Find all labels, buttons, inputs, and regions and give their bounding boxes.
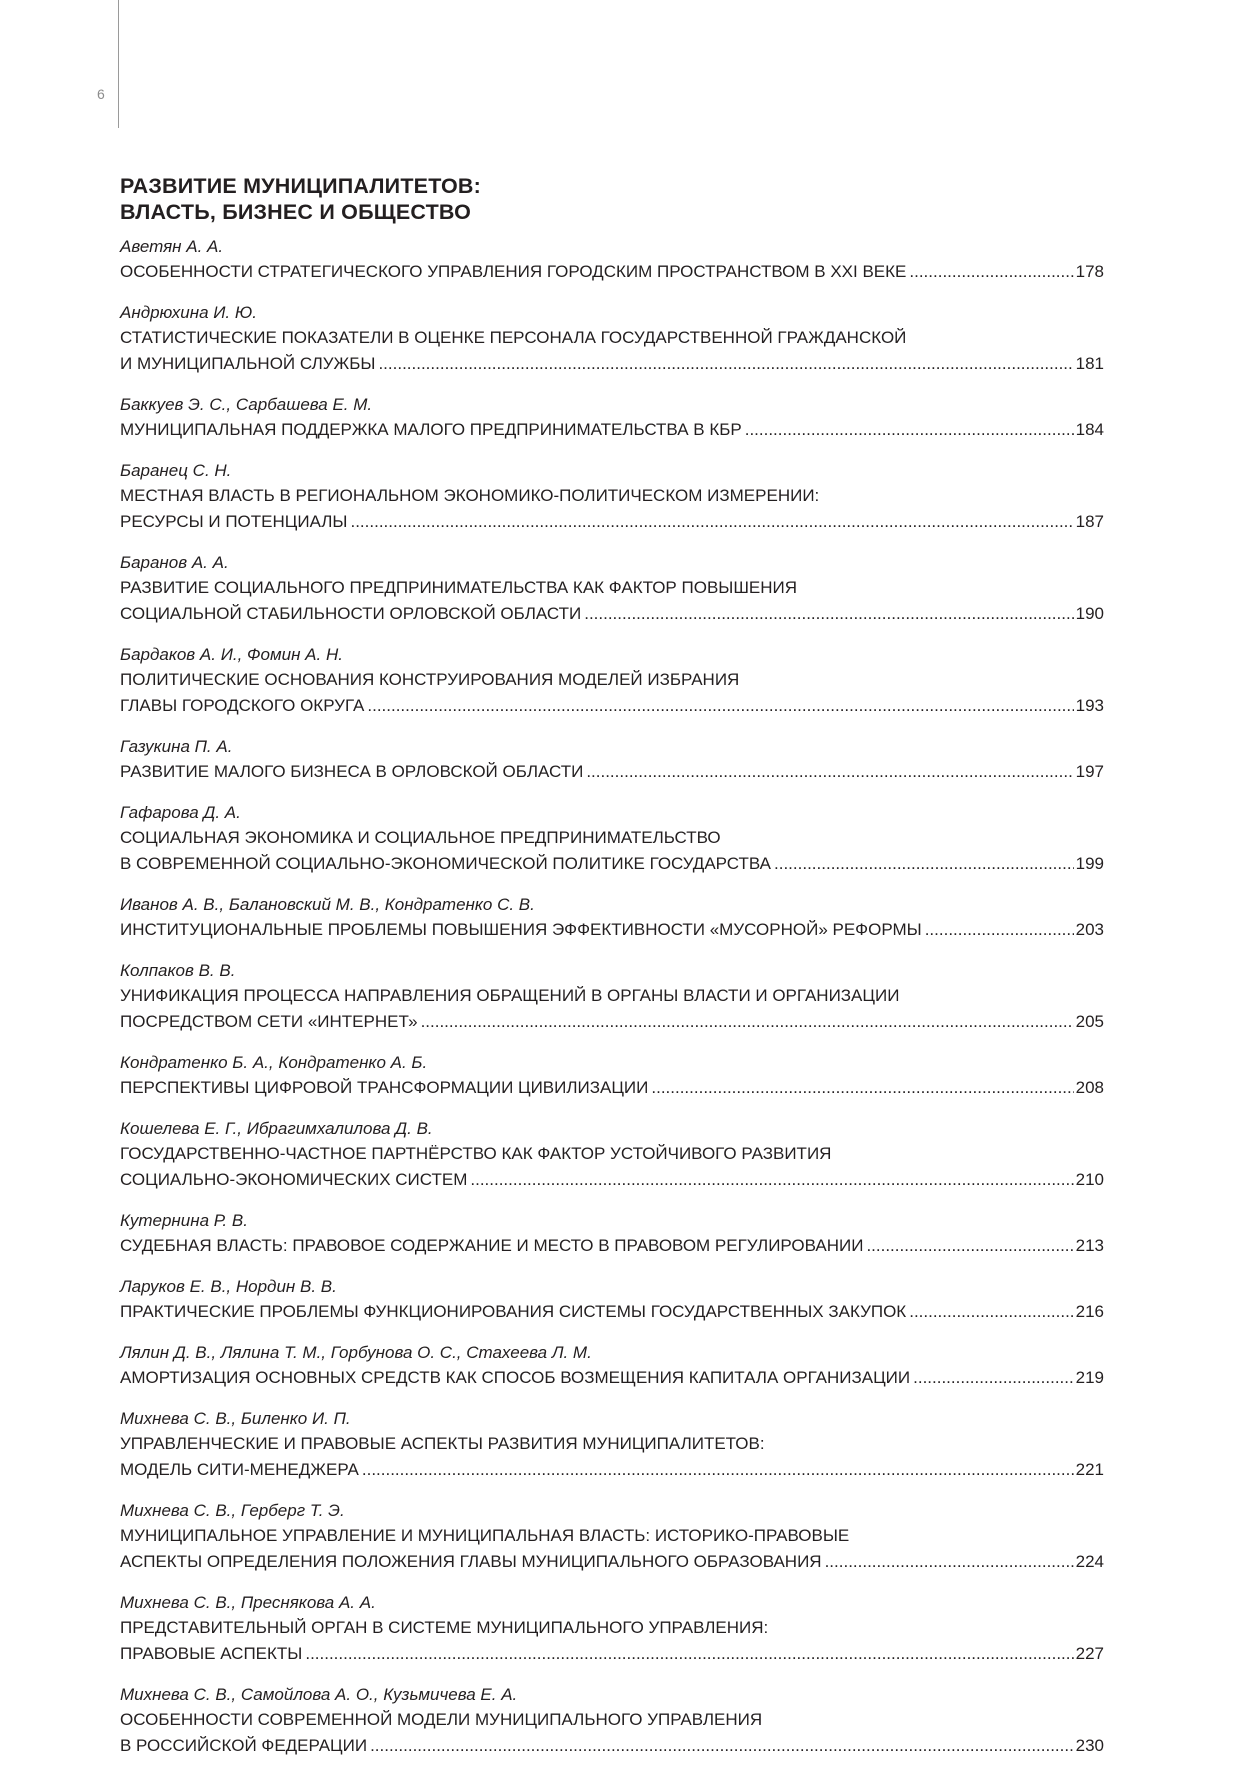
toc-entries [120,235,1104,1759]
toc-entry[interactable] [120,551,1104,627]
entry-page-number[interactable]: 224 [1075,1552,1104,1571]
entry-title-line: ПРАВОВЫЕ АСПЕКТЫ [120,1644,303,1663]
dot-leader [774,851,1074,877]
entry-title-line: СОЦИАЛЬНО-ЭКОНОМИЧЕСКИХ СИСТЕМ [120,1170,468,1189]
dot-leader [586,759,1073,785]
entry-title-line: И МУНИЦИПАЛЬНОЙ СЛУЖБЫ [120,354,376,373]
entry-title-last-line [120,1365,1104,1391]
entry-title-line: ПОЛИТИЧЕСКИЕ ОСНОВАНИЯ КОНСТРУИРОВАНИЯ МОДЕЛЕЙ ИЗБРАНИЯ [120,670,740,689]
toc-entry[interactable] [120,959,1104,1035]
entry-authors: Гафарова Д. А. [120,803,241,822]
dot-leader [925,917,1074,943]
entry-page-number[interactable]: 181 [1075,354,1104,373]
toc-entry[interactable] [120,1275,1104,1325]
entry-page-number[interactable]: 197 [1075,762,1104,781]
entry-page-number[interactable]: 205 [1075,1012,1104,1031]
entry-authors: Иванов А. В., Балановский М. В., Кондратенко С. В. [120,895,535,914]
entry-page-number[interactable]: 178 [1075,262,1104,281]
entry-authors: Ларуков Е. В., Нордин В. В. [120,1277,337,1296]
entry-title-line: МУНИЦИПАЛЬНАЯ ПОДДЕРЖКА МАЛОГО ПРЕДПРИНИМАТЕЛЬСТВА В КБР [120,420,742,439]
toc-entry[interactable] [120,1117,1104,1193]
dot-leader [651,1075,1073,1101]
dot-leader [745,417,1074,443]
entry-page-number[interactable]: 184 [1075,420,1104,439]
toc-entry[interactable] [120,1591,1104,1667]
entry-page-number[interactable]: 203 [1075,920,1104,939]
entry-title-line: ПРЕДСТАВИТЕЛЬНЫЙ ОРГАН В СИСТЕМЕ МУНИЦИПАЛЬНОГО УПРАВЛЕНИЯ: [120,1618,769,1637]
entry-page-number[interactable]: 210 [1075,1170,1104,1189]
entry-title-line: МОДЕЛЬ СИТИ-МЕНЕДЖЕРА [120,1460,359,1479]
entry-title-line: РАЗВИТИЕ СОЦИАЛЬНОГО ПРЕДПРИНИМАТЕЛЬСТВА КАК ФАКТОР ПОВЫШЕНИЯ [120,578,798,597]
dot-leader [421,1009,1074,1035]
entry-title-line: РЕСУРСЫ И ПОТЕНЦИАЛЫ [120,512,348,531]
entry-title-line: АМОРТИЗАЦИЯ ОСНОВНЫХ СРЕДСТВ КАК СПОСОБ ВОЗМЕЩЕНИЯ КАПИТАЛА ОРГАНИЗАЦИИ [120,1368,911,1387]
entry-title-last-line [120,1733,1104,1759]
dot-leader [909,1299,1073,1325]
entry-authors: Баккуев Э. С., Сарбашева Е. М. [120,395,373,414]
entry-page-number[interactable]: 219 [1075,1368,1104,1387]
entry-title-line: СТАТИСТИЧЕСКИЕ ПОКАЗАТЕЛИ В ОЦЕНКЕ ПЕРСОНАЛА ГОСУДАРСТВЕННОЙ ГРАЖДАНСКОЙ [120,328,907,347]
entry-authors: Михнева С. В., Преснякова А. А. [120,1593,376,1612]
entry-title-last-line [120,1457,1104,1483]
entry-title-line: ОСОБЕННОСТИ СТРАТЕГИЧЕСКОГО УПРАВЛЕНИЯ ГОРОДСКИМ ПРОСТРАНСТВОМ В XXI ВЕКЕ [120,262,907,281]
entry-title-last-line [120,1075,1104,1101]
dot-leader [350,509,1073,535]
entry-page-number[interactable]: 193 [1075,696,1104,715]
toc-entry[interactable] [120,735,1104,785]
toc-entry[interactable] [120,893,1104,943]
section-title-line-2: ВЛАСТЬ, БИЗНЕС И ОБЩЕСТВО [120,200,472,224]
entry-authors: Михнева С. В., Биленко И. П. [120,1409,351,1428]
entry-title-line: АСПЕКТЫ ОПРЕДЕЛЕНИЯ ПОЛОЖЕНИЯ ГЛАВЫ МУНИЦИПАЛЬНОГО ОБРАЗОВАНИЯ [120,1552,822,1571]
dot-leader [866,1233,1073,1259]
entry-title-last-line [120,1549,1104,1575]
entry-page-number[interactable]: 227 [1075,1644,1104,1663]
toc-entry[interactable] [120,1499,1104,1575]
entry-title-last-line [120,351,1104,377]
page-number: 6 [97,86,105,102]
entry-authors: Аветян А. А. [120,237,224,256]
entry-authors: Баранец С. Н. [120,461,232,480]
entry-page-number[interactable]: 187 [1075,512,1104,531]
entry-title-line: МУНИЦИПАЛЬНОЕ УПРАВЛЕНИЕ И МУНИЦИПАЛЬНАЯ ВЛАСТЬ: ИСТОРИКО-ПРАВОВЫЕ [120,1526,850,1545]
entry-authors: Кондратенко Б. А., Кондратенко А. Б. [120,1053,428,1072]
entry-page-number[interactable]: 213 [1075,1236,1104,1255]
toc-entry[interactable] [120,1683,1104,1759]
entry-title-last-line [120,1167,1104,1193]
entry-title-line: ПОСРЕДСТВОМ СЕТИ «ИНТЕРНЕТ» [120,1012,418,1031]
entry-authors: Колпаков В. В. [120,961,236,980]
dot-leader [825,1549,1074,1575]
entry-title-last-line [120,1299,1104,1325]
entry-title-line: СОЦИАЛЬНОЙ СТАБИЛЬНОСТИ ОРЛОВСКОЙ ОБЛАСТИ [120,604,582,623]
entry-authors: Лялин Д. В., Лялина Т. М., Горбунова О. С., Стахеева Л. М. [120,1343,592,1362]
entry-title-last-line [120,851,1104,877]
entry-title-last-line [120,1009,1104,1035]
entry-authors: Газукина П. А. [120,737,233,756]
entry-page-number[interactable]: 230 [1075,1736,1104,1755]
dot-leader [370,1733,1074,1759]
entry-title-line: РАЗВИТИЕ МАЛОГО БИЗНЕСА В ОРЛОВСКОЙ ОБЛАСТИ [120,762,584,781]
page-margin-rule [118,0,119,128]
entry-page-number[interactable]: 199 [1075,854,1104,873]
entry-title-line: УНИФИКАЦИЯ ПРОЦЕССА НАПРАВЛЕНИЯ ОБРАЩЕНИЙ В ОРГАНЫ ВЛАСТИ И ОРГАНИЗАЦИИ [120,986,900,1005]
entry-page-number[interactable]: 216 [1075,1302,1104,1321]
entry-title-line: В РОССИЙСКОЙ ФЕДЕРАЦИИ [120,1736,368,1755]
table-of-contents [120,173,1104,1775]
entry-authors: Баранов А. А. [120,553,229,572]
entry-authors: Михнева С. В., Самойлова А. О., Кузьмичева Е. А. [120,1685,518,1704]
toc-entry[interactable] [120,1341,1104,1391]
toc-entry[interactable] [120,1209,1104,1259]
entry-title-last-line [120,601,1104,627]
entry-title-line: УПРАВЛЕНЧЕСКИЕ И ПРАВОВЫЕ АСПЕКТЫ РАЗВИТИЯ МУНИЦИПАЛИТЕТОВ: [120,1434,765,1453]
section-title-line-1: РАЗВИТИЕ МУНИЦИПАЛИТЕТОВ: [120,174,482,198]
entry-authors: Кутернина Р. В. [120,1211,248,1230]
dot-leader [584,601,1073,627]
entry-title-last-line [120,1233,1104,1259]
section-title [120,173,1104,225]
entry-authors: Михнева С. В., Герберг Т. Э. [120,1501,345,1520]
dot-leader [305,1641,1073,1667]
entry-authors: Андрюхина И. Ю. [120,303,257,322]
dot-leader [913,1365,1074,1391]
entry-authors: Бардаков А. И., Фомин А. Н. [120,645,343,664]
entry-page-number[interactable]: 190 [1075,604,1104,623]
dot-leader [909,259,1073,285]
toc-entry[interactable] [120,801,1104,877]
entry-title-line: СОЦИАЛЬНАЯ ЭКОНОМИКА И СОЦИАЛЬНОЕ ПРЕДПРИНИМАТЕЛЬСТВО [120,828,721,847]
dot-leader [362,1457,1074,1483]
dot-leader [367,693,1073,719]
entry-title-line: ПРАКТИЧЕСКИЕ ПРОБЛЕМЫ ФУНКЦИОНИРОВАНИЯ СИСТЕМЫ ГОСУДАРСТВЕННЫХ ЗАКУПОК [120,1302,907,1321]
entry-page-number[interactable]: 208 [1075,1078,1104,1097]
entry-title-line: ПЕРСПЕКТИВЫ ЦИФРОВОЙ ТРАНСФОРМАЦИИ ЦИВИЛИЗАЦИИ [120,1078,649,1097]
dot-leader [378,351,1073,377]
entry-title-line: ИНСТИТУЦИОНАЛЬНЫЕ ПРОБЛЕМЫ ПОВЫШЕНИЯ ЭФФЕКТИВНОСТИ «МУСОРНОЙ» РЕФОРМЫ [120,920,922,939]
entry-title-last-line [120,693,1104,719]
toc-entry[interactable] [120,1407,1104,1483]
toc-entry[interactable] [120,1051,1104,1101]
entry-title-line: ОСОБЕННОСТИ СОВРЕМЕННОЙ МОДЕЛИ МУНИЦИПАЛЬНОГО УПРАВЛЕНИЯ [120,1710,763,1729]
entry-title-line: СУДЕБНАЯ ВЛАСТЬ: ПРАВОВОЕ СОДЕРЖАНИЕ И МЕСТО В ПРАВОВОМ РЕГУЛИРОВАНИИ [120,1236,864,1255]
entry-title-last-line [120,509,1104,535]
toc-entry[interactable] [120,301,1104,377]
toc-entry[interactable] [120,393,1104,443]
entry-title-last-line [120,417,1104,443]
entry-title-last-line [120,917,1104,943]
entry-title-last-line [120,759,1104,785]
entry-authors: Кошелева Е. Г., Ибрагимхалилова Д. В. [120,1119,433,1138]
entry-title-last-line [120,1641,1104,1667]
entry-title-last-line [120,259,1104,285]
toc-entry[interactable] [120,643,1104,719]
toc-entry[interactable] [120,235,1104,285]
entry-title-line: МЕСТНАЯ ВЛАСТЬ В РЕГИОНАЛЬНОМ ЭКОНОМИКО-ПОЛИТИЧЕСКОМ ИЗМЕРЕНИИ: [120,486,820,505]
entry-title-line: ГОСУДАРСТВЕННО-ЧАСТНОЕ ПАРТНЁРСТВО КАК ФАКТОР УСТОЙЧИВОГО РАЗВИТИЯ [120,1144,832,1163]
dot-leader [470,1167,1073,1193]
entry-title-line: ГЛАВЫ ГОРОДСКОГО ОКРУГА [120,696,365,715]
entry-page-number[interactable]: 221 [1075,1460,1104,1479]
toc-entry[interactable] [120,459,1104,535]
entry-title-line: В СОВРЕМЕННОЙ СОЦИАЛЬНО-ЭКОНОМИЧЕСКОЙ ПОЛИТИКЕ ГОСУДАРСТВА [120,854,772,873]
